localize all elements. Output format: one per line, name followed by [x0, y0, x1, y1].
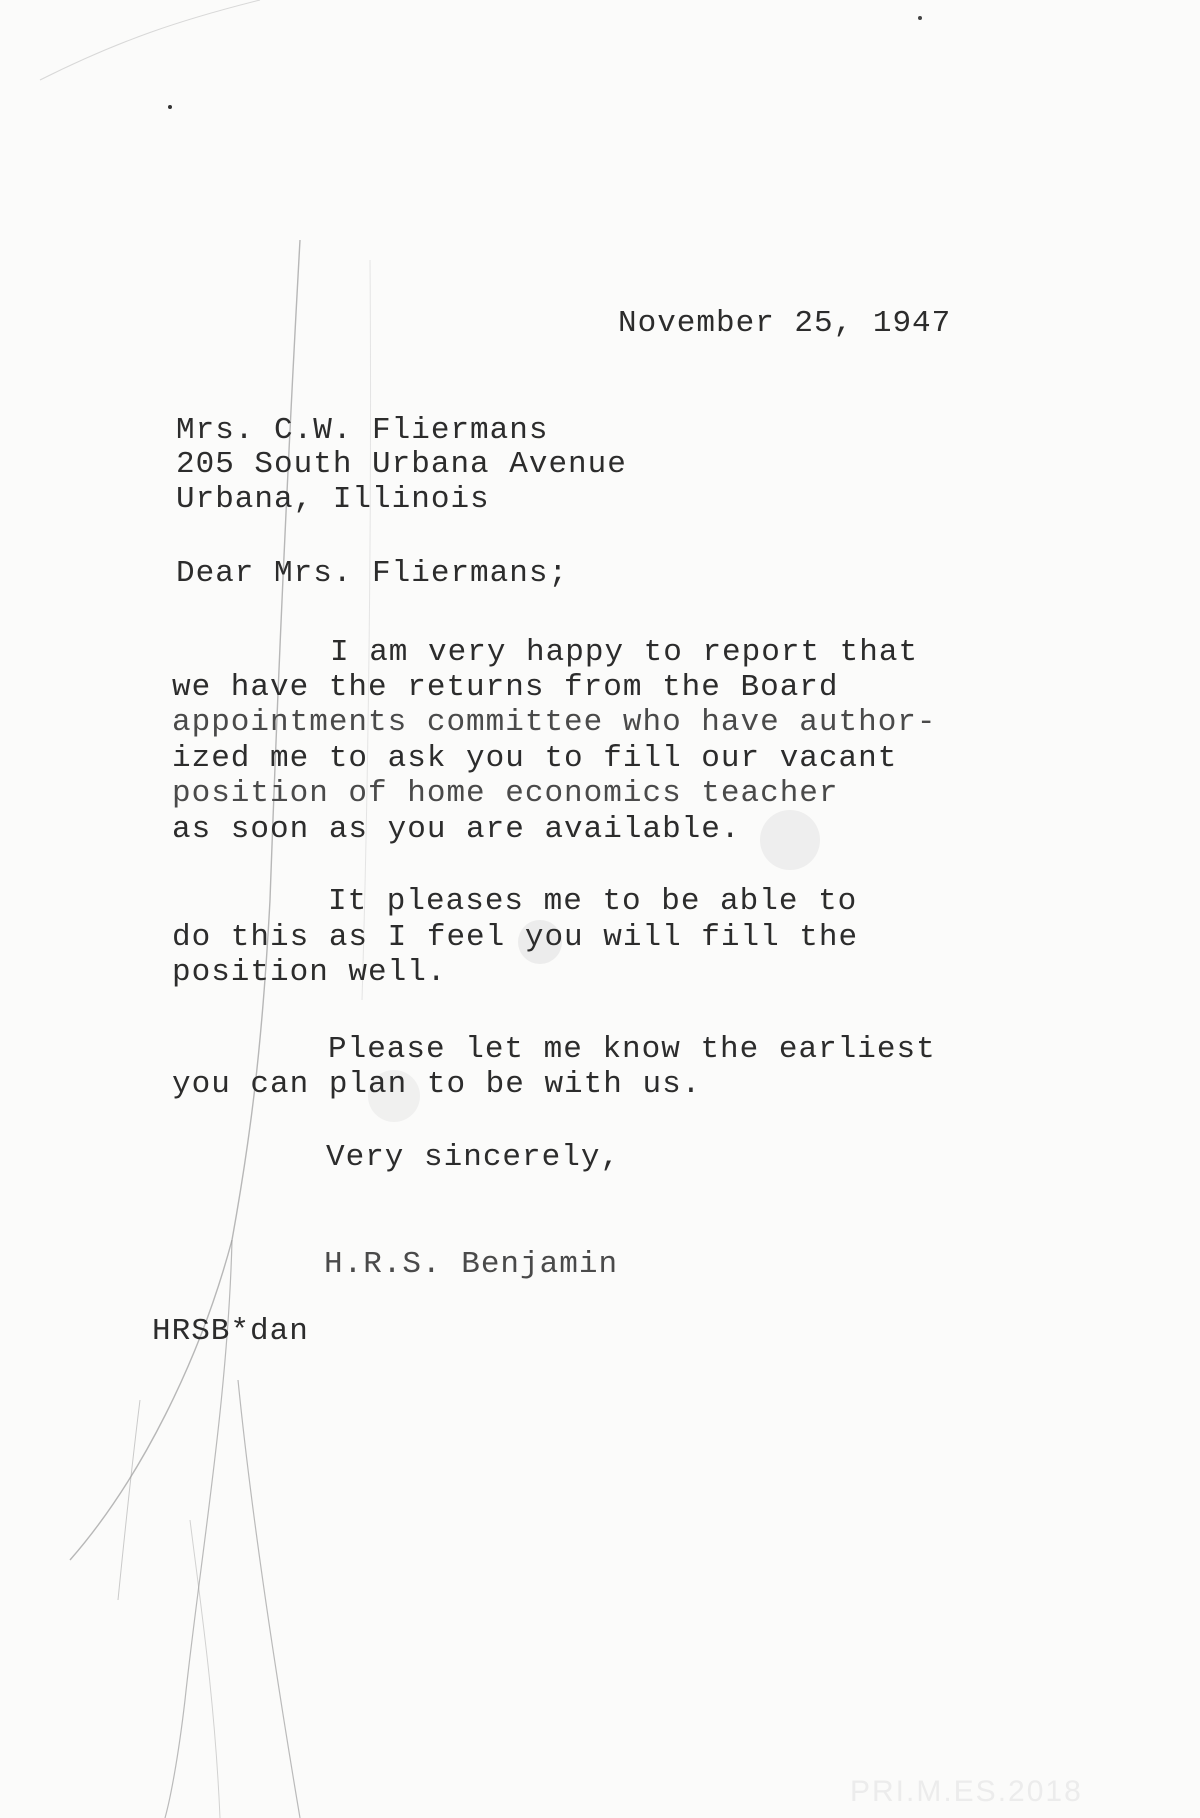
letter-date: November 25, 1947	[618, 306, 952, 341]
salutation: Dear Mrs. Fliermans;	[176, 556, 569, 591]
paragraph-1-line: we have the returns from the Board	[172, 670, 839, 705]
paragraph-2-line: It pleases me to be able to	[328, 884, 858, 919]
archive-watermark: PRI.M.ES.2018	[850, 1775, 1083, 1808]
paragraph-2-line: position well.	[172, 955, 447, 990]
paragraph-1-line: position of home economics teacher	[172, 776, 839, 811]
recipient-name: Mrs. C.W. Fliermans	[176, 413, 549, 448]
paragraph-3-line: you can plan to be with us.	[172, 1067, 702, 1102]
paragraph-2-line: do this as I feel you will fill the	[172, 920, 859, 955]
paragraph-1-line: appointments committee who have author-	[172, 705, 937, 740]
paragraph-1-line: I am very happy to report that	[330, 635, 919, 670]
reference-initials: HRSB*dan	[152, 1314, 309, 1349]
recipient-city: Urbana, Illinois	[176, 482, 490, 517]
signer-name: H.R.S. Benjamin	[324, 1247, 619, 1282]
paragraph-1-line: ized me to ask you to fill our vacant	[172, 741, 898, 776]
paragraph-1-line: as soon as you are available.	[172, 812, 741, 847]
closing: Very sincerely,	[326, 1140, 621, 1175]
paragraph-3-line: Please let me know the earliest	[328, 1032, 936, 1067]
recipient-street: 205 South Urbana Avenue	[176, 447, 627, 482]
